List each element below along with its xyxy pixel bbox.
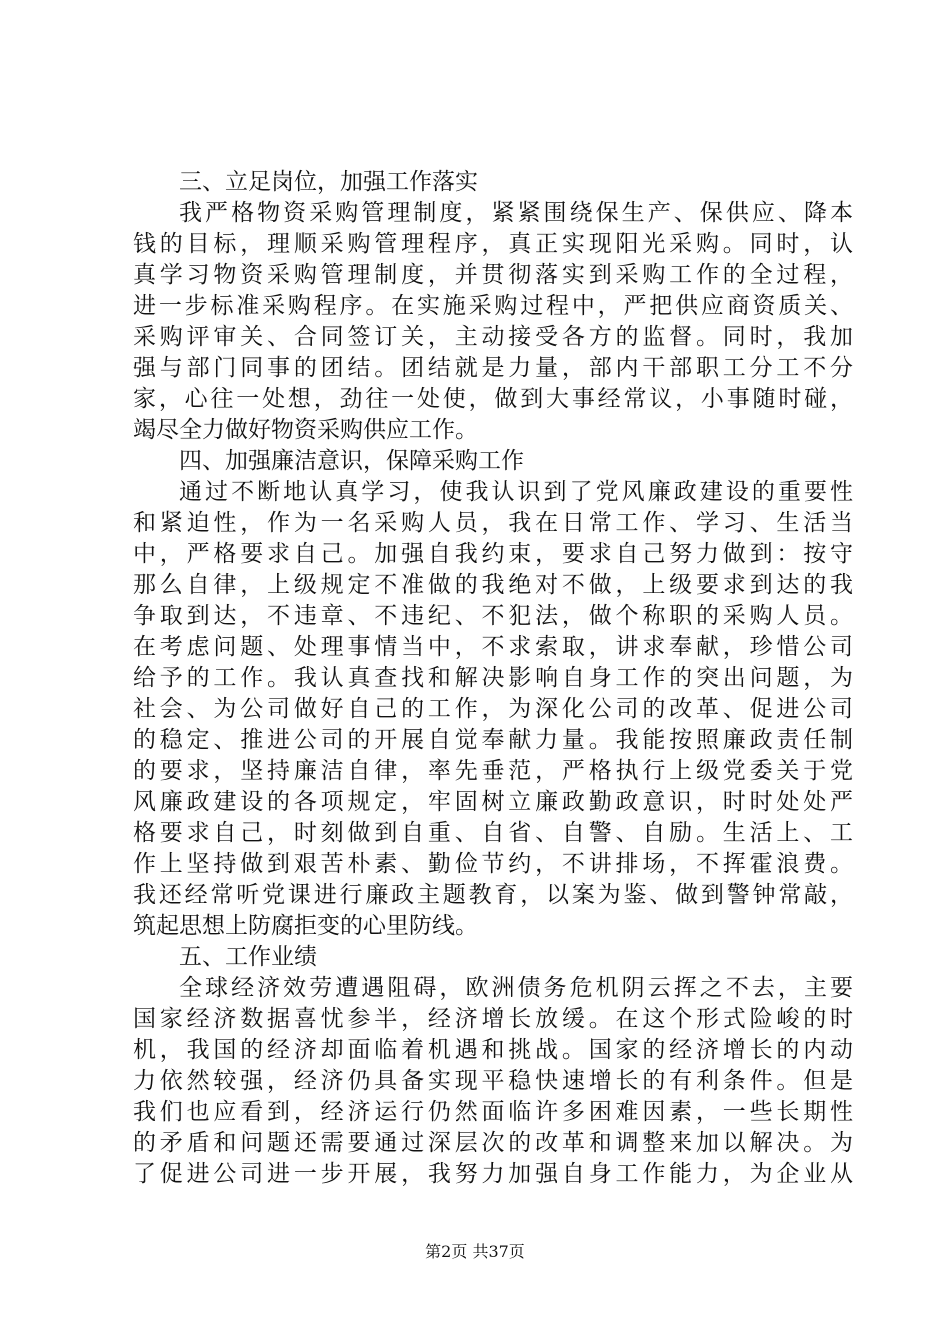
text-line: 格要求自己，时刻做到自重、自省、自警、自励。生活上、工	[133, 820, 853, 846]
text-line: 中，严格要求自己。加强自我约束，要求自己努力做到：按守	[133, 541, 853, 567]
text-line: 筑起思想上防腐拒变的心里防线。	[133, 913, 478, 939]
page-footer	[0, 1242, 950, 1262]
text-line: 机，我国的经济却面临着机遇和挑战。国家的经济增长的内动	[133, 1037, 853, 1063]
text-line: 给予的工作。我认真查找和解决影响自身工作的突出问题，为	[133, 665, 853, 691]
text-line: 社会、为公司做好自己的工作，为深化公司的改革、促进公司	[133, 696, 853, 722]
text-line: 真学习物资采购管理制度，并贯彻落实到采购工作的全过程，	[133, 262, 853, 288]
text-line: 我们也应看到，经济运行仍然面临许多困难因素，一些长期性	[133, 1099, 853, 1125]
text-line: 风廉政建设的各项规定，牢固树立廉政勤政意识，时时处处严	[133, 789, 853, 815]
text-line: 在考虑问题、处理事情当中，不求索取，讲求奉献，珍惜公司	[133, 634, 853, 660]
text-line: 了促进公司进一步开展，我努力加强自身工作能力，为企业从	[133, 1161, 853, 1187]
text-line: 的要求，坚持廉洁自律，率先垂范，严格执行上级党委关于党	[133, 758, 853, 784]
text-line: 强与部门同事的团结。团结就是力量，部内干部职工分工不分	[133, 355, 853, 381]
section-heading: 三、立足岗位，加强工作落实	[179, 169, 478, 195]
text-line: 家，心往一处想，劲往一处使，做到大事经常议，小事随时碰，	[133, 386, 853, 412]
text-line: 力依然较强，经济仍具备实现平稳快速增长的有利条件。但是	[133, 1068, 853, 1094]
text-line: 的矛盾和问题还需要通过深层次的改革和调整来加以解决。为	[133, 1130, 853, 1156]
text-line: 作上坚持做到艰苦朴素、勤俭节约，不讲排场，不挥霍浪费。	[133, 851, 853, 877]
text-line: 进一步标准采购程序。在实施采购过程中，严把供应商资质关、	[133, 293, 853, 319]
text-line: 那么自律，上级规定不准做的我绝对不做，上级要求到达的我	[133, 572, 853, 598]
text-line: 和紧迫性，作为一名采购人员，我在日常工作、学习、生活当	[133, 510, 853, 536]
text-line: 我严格物资采购管理制度，紧紧围绕保生产、保供应、降本	[179, 200, 853, 226]
text-line: 全球经济效劳遭遇阻碍，欧洲债务危机阴云挥之不去，主要	[179, 975, 853, 1001]
section-heading: 五、工作业绩	[179, 944, 317, 970]
document-body	[133, 167, 853, 1190]
text-line: 通过不断地认真学习，使我认识到了党风廉政建设的重要性	[179, 479, 853, 505]
page-number: 第2页 共37页	[425, 1242, 525, 1261]
text-line: 竭尽全力做好物资采购供应工作。	[133, 417, 478, 443]
section-heading: 四、加强廉洁意识，保障采购工作	[179, 448, 524, 474]
text-line: 国家经济数据喜忧参半，经济增长放缓。在这个形式险峻的时	[133, 1006, 853, 1032]
text-line: 我还经常听党课进行廉政主题教育，以案为鉴、做到警钟常敲，	[133, 882, 853, 908]
text-line: 争取到达，不违章、不违纪、不犯法，做个称职的采购人员。	[133, 603, 853, 629]
text-line: 的稳定、推进公司的开展自觉奉献力量。我能按照廉政责任制	[133, 727, 853, 753]
text-line: 钱的目标，理顺采购管理程序，真正实现阳光采购。同时，认	[133, 231, 853, 257]
text-line: 采购评审关、合同签订关，主动接受各方的监督。同时，我加	[133, 324, 853, 350]
